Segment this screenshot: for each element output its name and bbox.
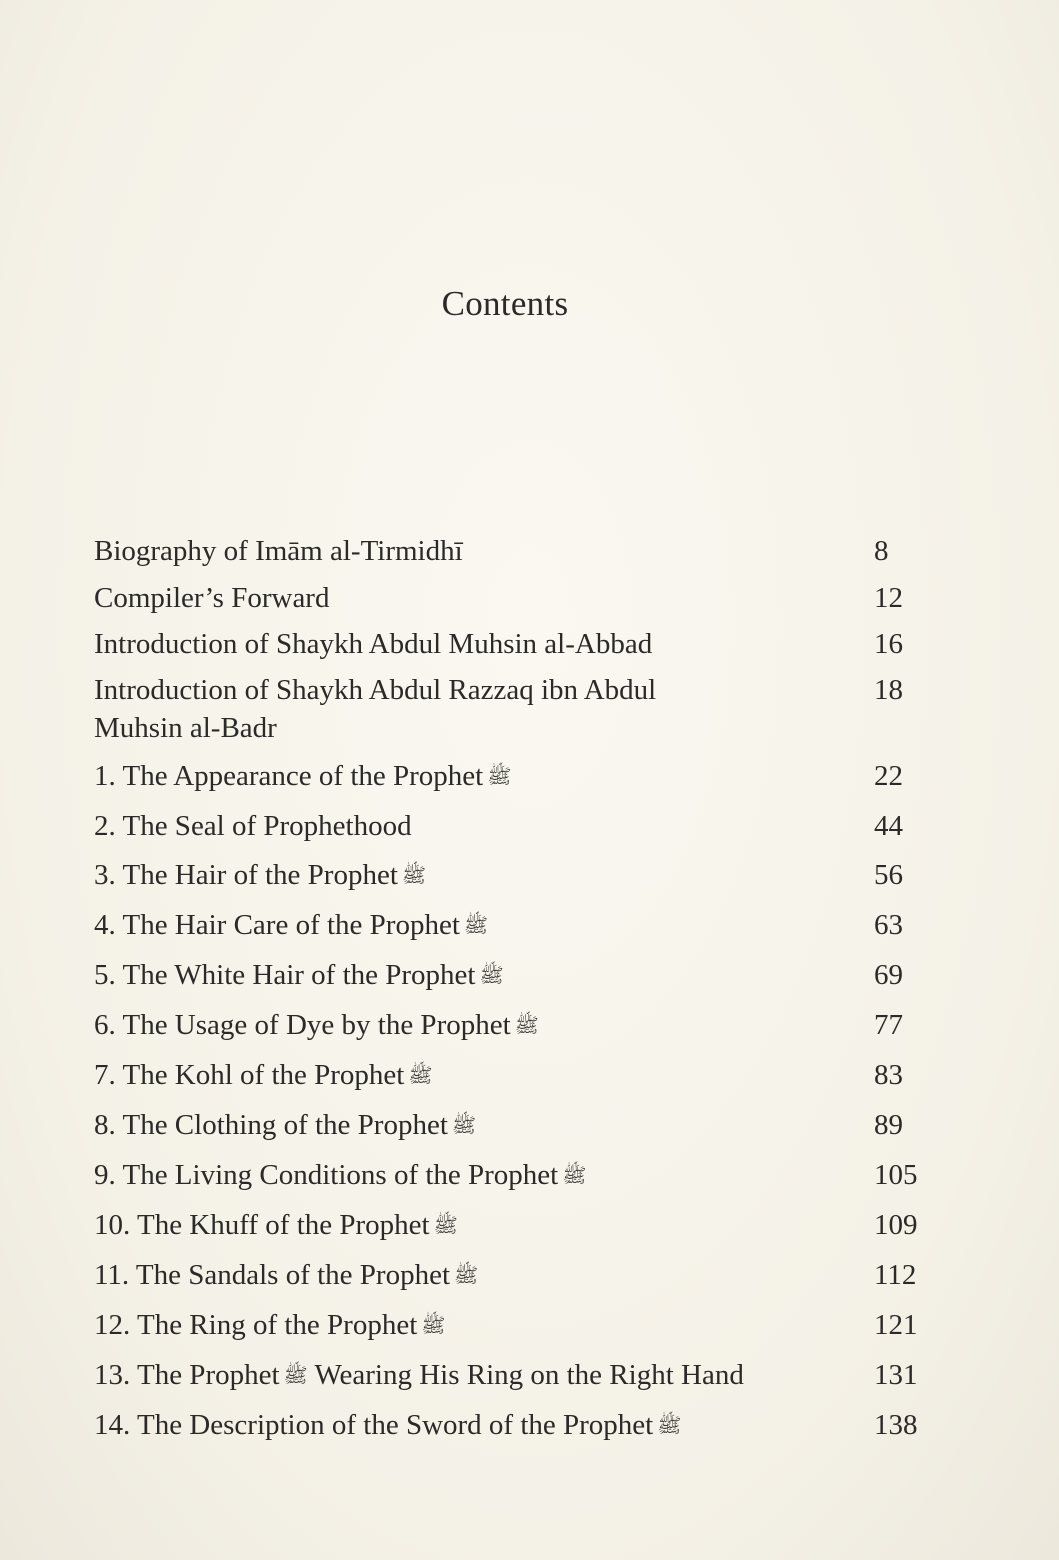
toc-entry-chapter-10 xyxy=(94,1206,954,1245)
toc-entry-chapter-6 xyxy=(94,1006,954,1045)
toc-entry-chapter-11 xyxy=(94,1256,954,1295)
toc-entry-label: 8. The Clothing of the Prophet xyxy=(94,1109,448,1141)
toc-page-number: 63 xyxy=(874,909,903,941)
toc-entry-chapter-2 xyxy=(94,807,954,845)
toc-entry-label-suffix: Wearing His Ring on the Right Hand xyxy=(314,1359,744,1391)
toc-entry-label: 1. The Appearance of the Prophet xyxy=(94,760,484,792)
toc-entry-label: 9. The Living Conditions of the Prophet xyxy=(94,1159,559,1191)
toc-page-number: 44 xyxy=(874,810,903,842)
toc-entry-chapter-12 xyxy=(94,1306,954,1345)
salawat-icon: ﷺ xyxy=(562,1165,587,1187)
toc-entry-chapter-3 xyxy=(94,856,954,895)
toc-page-number: 56 xyxy=(874,859,903,891)
salawat-icon: ﷺ xyxy=(657,1415,682,1437)
toc-page-number: 16 xyxy=(874,628,903,660)
toc-entry-label: Introduction of Shaykh Abdul Razzaq ibn Abdul Muhsin al-Badr xyxy=(94,674,657,744)
salawat-icon: ﷺ xyxy=(454,1265,479,1287)
toc-page-number: 69 xyxy=(874,959,903,991)
salawat-icon: ﷺ xyxy=(401,865,427,887)
toc-page-number: 105 xyxy=(874,1159,918,1191)
page-title: Contents xyxy=(441,284,569,323)
toc-entry-label: 14. The Description of the Sword of the Prophet xyxy=(94,1409,654,1441)
toc-page-number: 109 xyxy=(874,1209,918,1241)
toc-page-number: 8 xyxy=(874,535,889,567)
toc-entry-label: Biography of Imām al-Tirmidhī xyxy=(94,535,463,567)
toc-entry-label: 12. The Ring of the Prophet xyxy=(94,1309,418,1341)
toc-page-number: 83 xyxy=(874,1059,903,1091)
toc-entry-label: 2. The Seal of Prophethood xyxy=(94,810,412,842)
toc-entry-label: Compiler’s Forward xyxy=(94,582,330,614)
toc-entry-introduction-abbad xyxy=(94,625,954,663)
toc-entry-compilers-forward xyxy=(94,579,954,617)
toc-entry-label: 7. The Kohl of the Prophet xyxy=(94,1059,405,1091)
toc-entry-chapter-14 xyxy=(94,1406,954,1445)
toc-entry-chapter-9 xyxy=(94,1156,954,1195)
toc-page-number: 138 xyxy=(874,1409,918,1441)
toc-entry-chapter-8 xyxy=(94,1106,954,1145)
toc-page-number: 12 xyxy=(874,582,903,614)
toc-entry-introduction-badr xyxy=(94,671,954,747)
toc-page-number: 89 xyxy=(874,1109,903,1141)
toc-entry-chapter-1 xyxy=(94,757,954,796)
toc-entry-chapter-7 xyxy=(94,1056,954,1095)
table-of-contents xyxy=(94,532,954,1456)
toc-entry-label: 10. The Khuff of the Prophet xyxy=(94,1209,430,1241)
toc-entry-label: 6. The Usage of Dye by the Prophet xyxy=(94,1009,511,1041)
salawat-icon: ﷺ xyxy=(408,1065,433,1087)
salawat-icon: ﷺ xyxy=(433,1215,458,1237)
toc-entry-label: 11. The Sandals of the Prophet xyxy=(94,1259,451,1291)
toc-entry-chapter-13 xyxy=(94,1356,954,1395)
salawat-icon: ﷺ xyxy=(487,766,512,788)
toc-entry-chapter-4 xyxy=(94,906,954,945)
toc-entry-label: 3. The Hair of the Prophet xyxy=(94,859,398,891)
salawat-icon: ﷺ xyxy=(514,1015,539,1037)
toc-entry-label: Introduction of Shaykh Abdul Muhsin al-Abbad xyxy=(94,628,653,660)
toc-page-number: 77 xyxy=(874,1009,903,1041)
salawat-icon: ﷺ xyxy=(479,965,504,987)
salawat-icon: ﷺ xyxy=(463,915,489,937)
toc-page-number: 18 xyxy=(874,674,903,706)
toc-entry-label: 5. The White Hair of the Prophet xyxy=(94,959,476,991)
toc-page-number: 131 xyxy=(874,1359,918,1391)
toc-page-number: 121 xyxy=(874,1309,918,1341)
toc-entry-label: 4. The Hair Care of the Prophet xyxy=(94,909,460,941)
toc-entry-biography xyxy=(94,532,954,571)
toc-entry-label: 13. The Prophet xyxy=(94,1359,280,1391)
scholar-honorific-icon: ﷫ xyxy=(466,542,481,562)
toc-entry-chapter-5 xyxy=(94,956,954,995)
salawat-icon: ﷺ xyxy=(421,1315,446,1337)
toc-page-number: 22 xyxy=(874,760,903,792)
salawat-icon: ﷺ xyxy=(451,1115,477,1137)
toc-page-number: 112 xyxy=(874,1259,917,1291)
salawat-icon: ﷺ xyxy=(283,1365,308,1387)
